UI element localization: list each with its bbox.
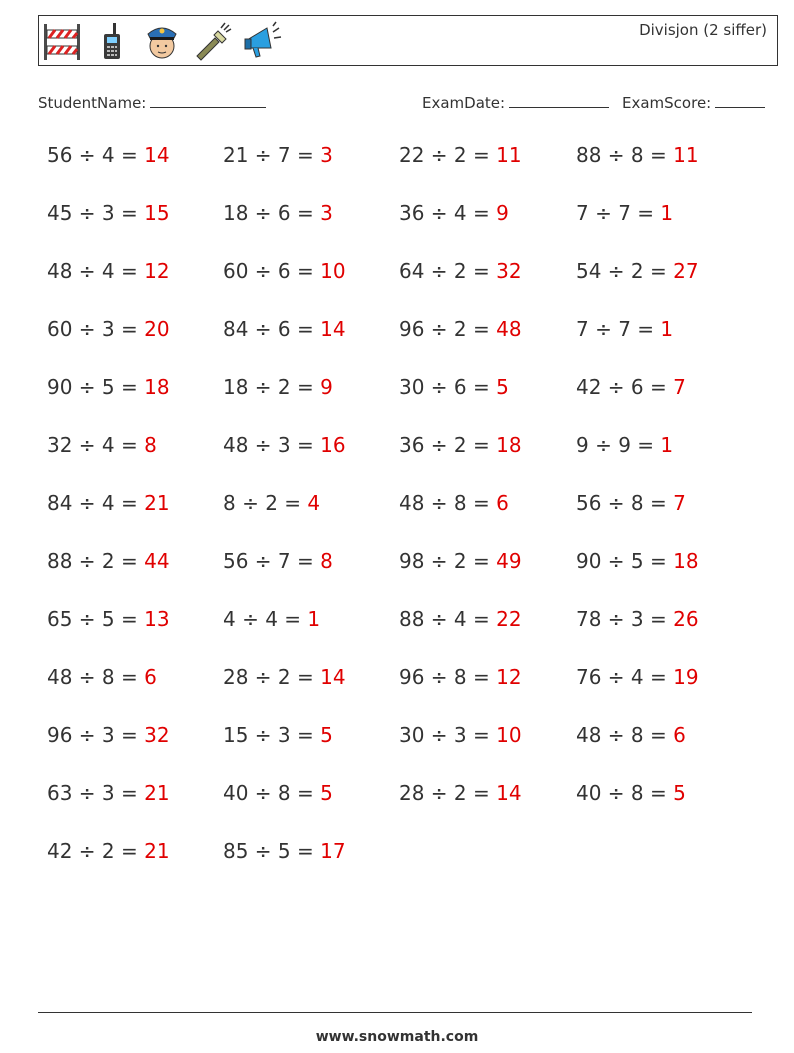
problem-item	[576, 665, 699, 689]
problem-answer: 5	[320, 781, 333, 805]
problem-item	[399, 781, 522, 805]
problem-answer: 20	[144, 317, 170, 341]
problem-item	[399, 723, 522, 747]
problem-answer: 48	[496, 317, 522, 341]
problem-item	[576, 259, 699, 283]
problem-item	[47, 201, 170, 225]
problem-answer: 27	[673, 259, 699, 283]
problem-item	[399, 317, 522, 341]
problem-item	[47, 665, 157, 689]
problem-answer: 5	[673, 781, 686, 805]
problem-question: 60 ÷ 3 =	[47, 317, 145, 341]
problem-question: 60 ÷ 6 =	[223, 259, 321, 283]
problem-item	[47, 317, 170, 341]
problem-item	[399, 665, 522, 689]
problem-question: 56 ÷ 7 =	[223, 549, 321, 573]
header-box	[38, 15, 778, 66]
problem-answer: 1	[307, 607, 321, 631]
problem-question: 56 ÷ 4 =	[47, 143, 145, 167]
flashlight-icon	[191, 20, 233, 62]
problem-question: 48 ÷ 8 =	[47, 665, 145, 689]
student-name-field	[38, 93, 266, 112]
problem-item	[223, 839, 346, 863]
problem-answer: 26	[673, 607, 699, 631]
problem-answer: 6	[673, 723, 686, 747]
student-name-label: StudentName:	[38, 94, 147, 112]
problem-question: 28 ÷ 2 =	[223, 665, 321, 689]
problem-question: 63 ÷ 3 =	[47, 781, 145, 805]
problem-question: 90 ÷ 5 =	[576, 549, 674, 573]
problem-item	[223, 549, 333, 573]
problem-answer: 7	[673, 491, 686, 515]
problem-question: 88 ÷ 4 =	[399, 607, 497, 631]
problem-item	[576, 143, 699, 167]
problem-item	[576, 491, 686, 515]
problem-item	[47, 549, 170, 573]
problem-answer: 32	[496, 259, 522, 283]
problem-item	[223, 723, 333, 747]
problem-question: 22 ÷ 2 =	[399, 143, 497, 167]
problem-item	[47, 491, 170, 515]
problem-item	[576, 375, 686, 399]
problem-item	[399, 143, 522, 167]
problem-answer: 49	[496, 549, 522, 573]
problem-question: 30 ÷ 3 =	[399, 723, 497, 747]
problem-item	[47, 839, 170, 863]
problem-question: 78 ÷ 3 =	[576, 607, 674, 631]
problem-question: 36 ÷ 2 =	[399, 433, 497, 457]
problem-question: 84 ÷ 6 =	[223, 317, 321, 341]
problem-question: 15 ÷ 3 =	[223, 723, 321, 747]
problem-answer: 21	[144, 839, 170, 863]
problem-question: 28 ÷ 2 =	[399, 781, 497, 805]
problem-answer: 22	[496, 607, 522, 631]
exam-score-field	[622, 93, 765, 112]
problem-question: 18 ÷ 6 =	[223, 201, 321, 225]
problem-answer: 6	[496, 491, 509, 515]
problem-item	[223, 143, 333, 167]
problem-question: 42 ÷ 6 =	[576, 375, 674, 399]
problem-answer: 21	[144, 491, 170, 515]
problem-answer: 1	[660, 433, 674, 457]
problem-item	[223, 607, 320, 631]
walkie-talkie-icon	[91, 20, 133, 62]
exam-score-line[interactable]	[715, 93, 765, 108]
problem-question: 96 ÷ 3 =	[47, 723, 145, 747]
megaphone-icon	[241, 20, 283, 62]
problem-answer: 14	[320, 665, 346, 689]
student-name-line[interactable]	[150, 93, 266, 108]
problem-answer: 10	[496, 723, 522, 747]
problem-question: 40 ÷ 8 =	[576, 781, 674, 805]
problem-question: 8 ÷ 2 =	[223, 491, 308, 515]
problem-answer: 15	[144, 201, 170, 225]
problem-item	[47, 259, 170, 283]
problem-item	[399, 549, 522, 573]
header-icons	[41, 19, 283, 63]
problem-answer: 14	[320, 317, 346, 341]
problem-question: 56 ÷ 8 =	[576, 491, 674, 515]
problem-answer: 8	[144, 433, 157, 457]
problem-item	[576, 607, 699, 631]
problem-item	[399, 201, 509, 225]
problem-item	[399, 491, 509, 515]
problem-item	[399, 375, 509, 399]
problem-question: 88 ÷ 2 =	[47, 549, 145, 573]
problem-answer: 12	[144, 259, 170, 283]
problem-question: 64 ÷ 2 =	[399, 259, 497, 283]
problem-answer: 1	[660, 317, 674, 341]
problem-answer: 17	[320, 839, 346, 863]
problem-question: 36 ÷ 4 =	[399, 201, 497, 225]
problem-answer: 16	[320, 433, 346, 457]
problem-answer: 32	[144, 723, 170, 747]
worksheet-title: Divisjon (2 siffer)	[639, 21, 767, 39]
problem-answer: 6	[144, 665, 157, 689]
exam-date-label: ExamDate:	[422, 94, 506, 112]
problem-item	[223, 665, 346, 689]
problem-answer: 19	[673, 665, 699, 689]
problem-item	[576, 201, 673, 225]
problem-item	[576, 549, 699, 573]
exam-date-field	[422, 93, 609, 112]
problem-answer: 10	[320, 259, 346, 283]
exam-date-line[interactable]	[509, 93, 609, 108]
problem-question: 85 ÷ 5 =	[223, 839, 321, 863]
problem-answer: 12	[496, 665, 522, 689]
problem-item	[223, 491, 320, 515]
problem-question: 76 ÷ 4 =	[576, 665, 674, 689]
problem-item	[576, 433, 673, 457]
problem-answer: 11	[496, 143, 522, 167]
problem-answer: 21	[144, 781, 170, 805]
problem-answer: 8	[320, 549, 333, 573]
problem-answer: 11	[673, 143, 699, 167]
problem-question: 21 ÷ 7 =	[223, 143, 321, 167]
problem-question: 30 ÷ 6 =	[399, 375, 497, 399]
problem-question: 4 ÷ 4 =	[223, 607, 308, 631]
problem-question: 48 ÷ 3 =	[223, 433, 321, 457]
problem-item	[576, 317, 673, 341]
problem-item	[223, 317, 346, 341]
problem-item	[47, 723, 170, 747]
problem-answer: 14	[496, 781, 522, 805]
problem-item	[223, 259, 346, 283]
police-officer-icon	[141, 20, 183, 62]
problem-item	[399, 433, 522, 457]
problem-answer: 14	[144, 143, 170, 167]
problem-question: 48 ÷ 8 =	[399, 491, 497, 515]
problem-answer: 7	[673, 375, 686, 399]
problem-item	[47, 607, 170, 631]
problem-question: 18 ÷ 2 =	[223, 375, 321, 399]
problem-item	[223, 375, 333, 399]
problem-question: 48 ÷ 8 =	[576, 723, 674, 747]
problem-item	[223, 201, 333, 225]
problem-item	[399, 607, 522, 631]
problem-answer: 1	[660, 201, 674, 225]
problem-answer: 9	[320, 375, 333, 399]
problem-item	[576, 781, 686, 805]
problem-question: 96 ÷ 2 =	[399, 317, 497, 341]
footer-divider	[38, 1012, 752, 1013]
footer-url: www.snowmath.com	[315, 1029, 479, 1045]
problem-question: 48 ÷ 4 =	[47, 259, 145, 283]
problem-item	[47, 433, 157, 457]
problem-item	[399, 259, 522, 283]
problem-question: 40 ÷ 8 =	[223, 781, 321, 805]
problem-question: 90 ÷ 5 =	[47, 375, 145, 399]
problem-item	[223, 433, 346, 457]
problem-answer: 3	[320, 143, 333, 167]
problem-item	[47, 143, 170, 167]
problem-item	[47, 781, 170, 805]
problem-question: 42 ÷ 2 =	[47, 839, 145, 863]
exam-score-label: ExamScore:	[622, 94, 712, 112]
problem-answer: 9	[496, 201, 509, 225]
problem-question: 45 ÷ 3 =	[47, 201, 145, 225]
problem-question: 98 ÷ 2 =	[399, 549, 497, 573]
problem-question: 96 ÷ 8 =	[399, 665, 497, 689]
problem-question: 88 ÷ 8 =	[576, 143, 674, 167]
problem-question: 65 ÷ 5 =	[47, 607, 145, 631]
problem-question: 9 ÷ 9 =	[576, 433, 661, 457]
problem-item	[223, 781, 333, 805]
problem-question: 32 ÷ 4 =	[47, 433, 145, 457]
roadblock-icon	[41, 20, 83, 62]
problem-answer: 13	[144, 607, 170, 631]
problem-item	[576, 723, 686, 747]
problem-question: 7 ÷ 7 =	[576, 317, 661, 341]
problem-question: 7 ÷ 7 =	[576, 201, 661, 225]
problem-answer: 18	[673, 549, 699, 573]
problem-answer: 5	[496, 375, 509, 399]
problem-item	[47, 375, 170, 399]
problem-question: 84 ÷ 4 =	[47, 491, 145, 515]
problem-answer: 18	[144, 375, 170, 399]
problem-answer: 3	[320, 201, 333, 225]
problem-answer: 18	[496, 433, 522, 457]
problem-answer: 5	[320, 723, 333, 747]
problem-question: 54 ÷ 2 =	[576, 259, 674, 283]
problem-answer: 4	[307, 491, 321, 515]
problem-answer: 44	[144, 549, 170, 573]
